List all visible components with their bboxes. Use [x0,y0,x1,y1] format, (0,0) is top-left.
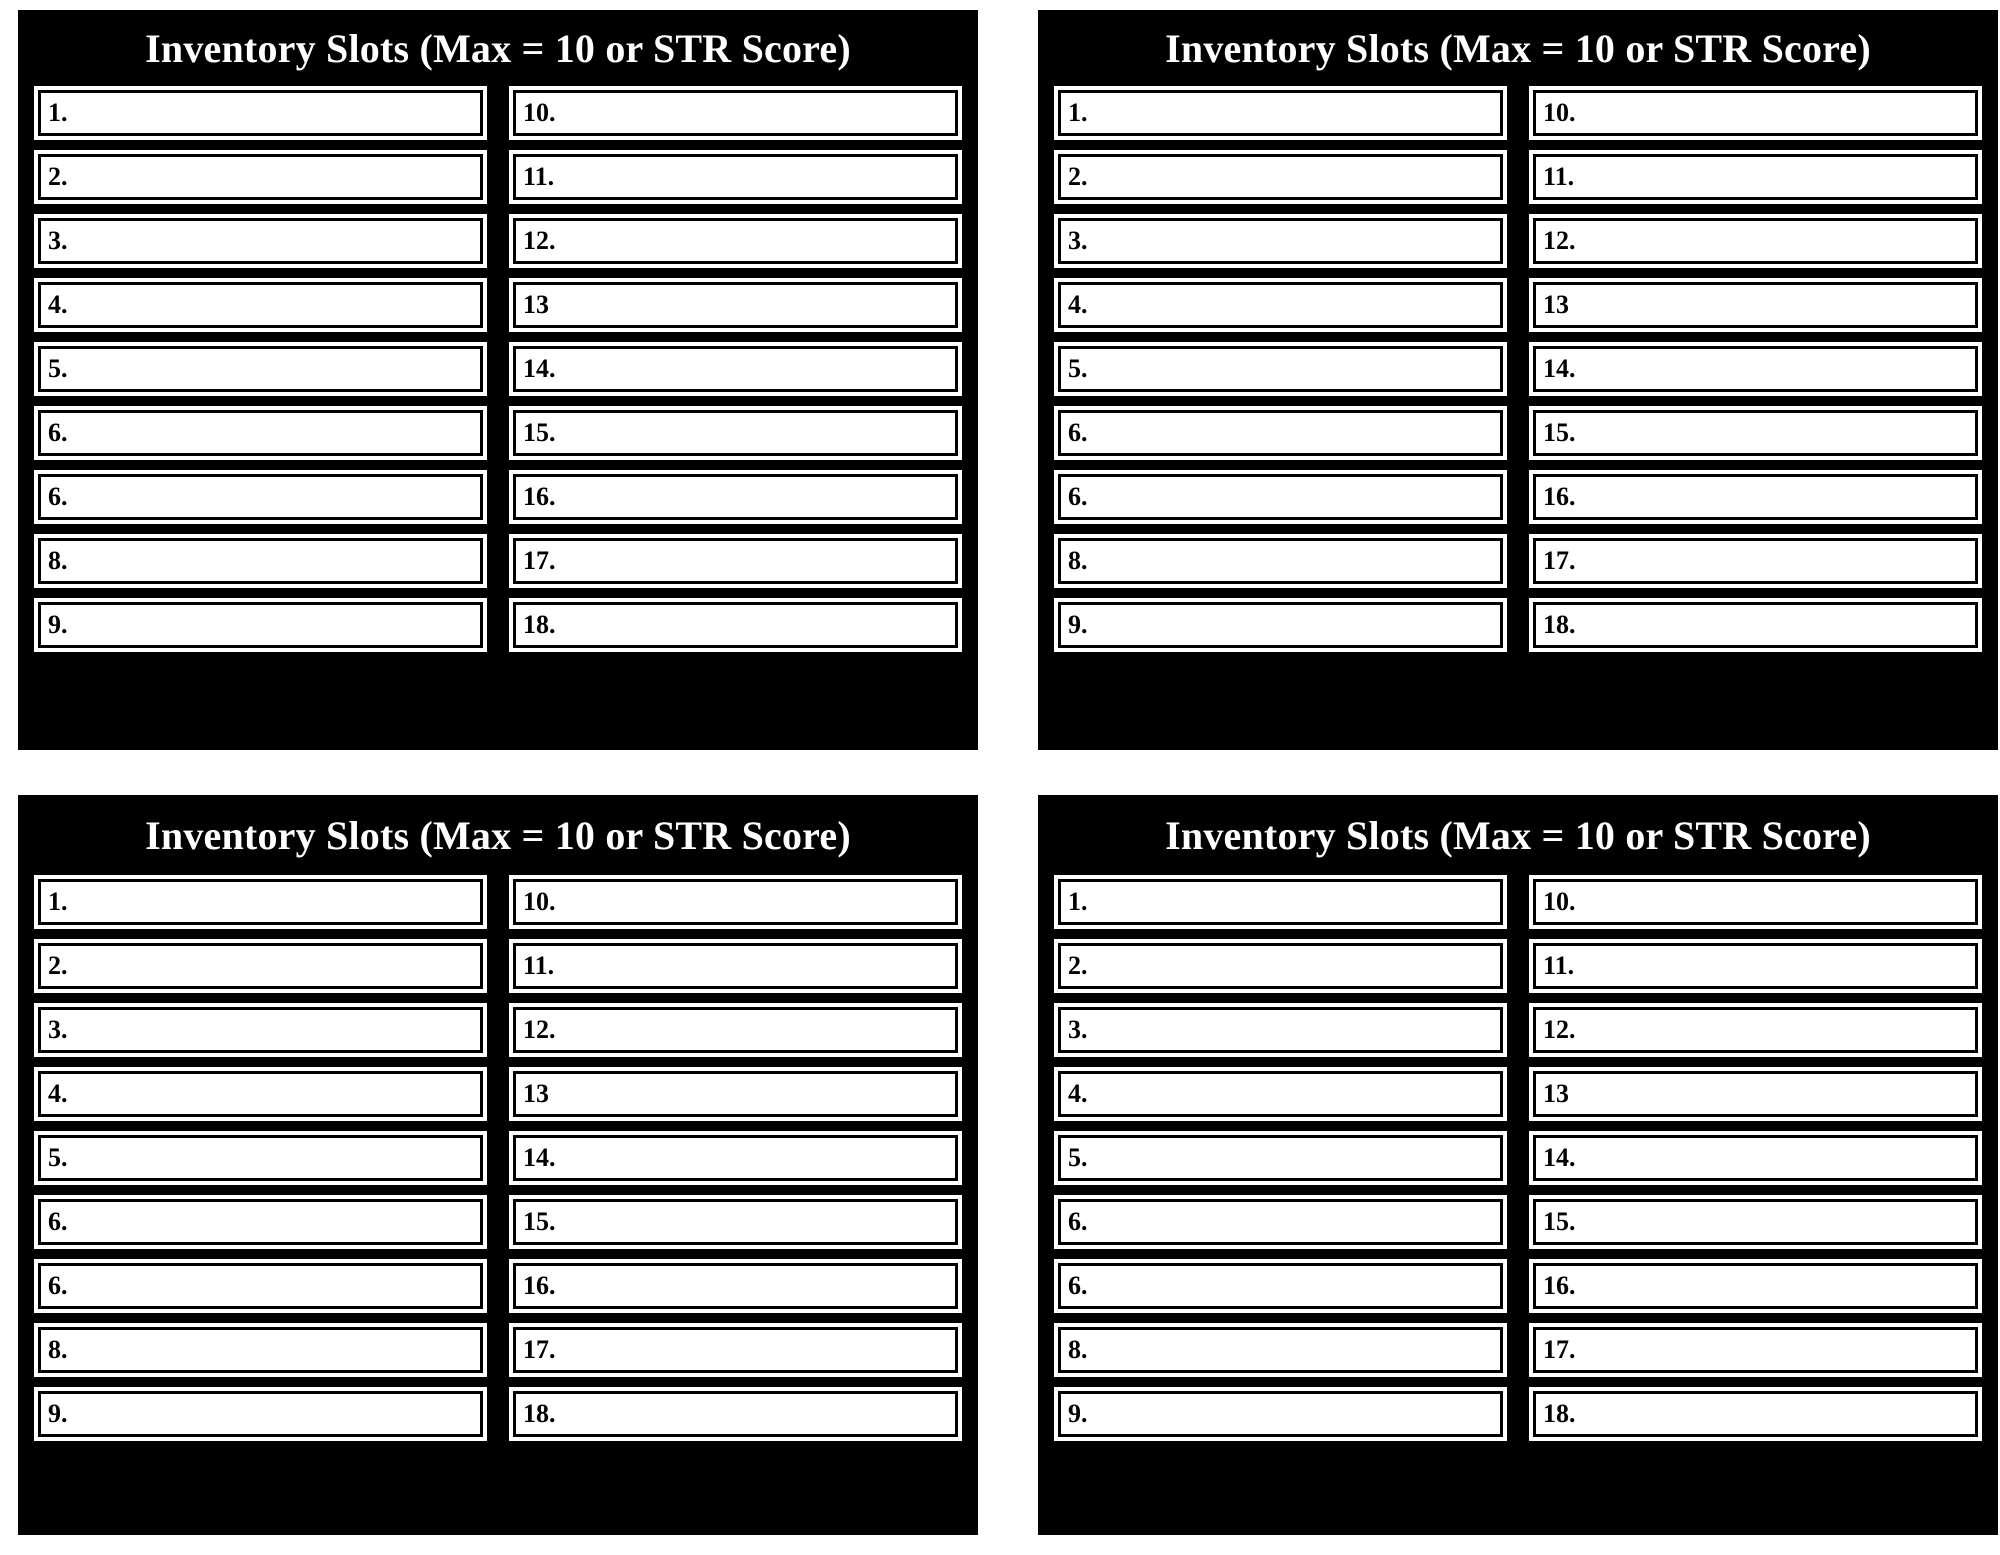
slot-field[interactable] [38,1135,483,1181]
inventory-slot[interactable] [1529,470,1982,524]
slot-field[interactable] [513,282,958,328]
slot-number: 16. [523,1271,556,1300]
inventory-slot[interactable] [509,1323,962,1377]
slot-number: 3. [1068,226,1088,255]
slot-number: 12. [523,226,556,255]
inventory-slot[interactable] [509,1003,962,1057]
card-title: Inventory Slots (Max = 10 or STR Score) [1042,799,1994,875]
slot-field[interactable] [38,218,483,264]
slot-field[interactable] [1533,90,1978,136]
inventory-slot[interactable] [1054,598,1507,652]
inventory-card-bottom-left [18,795,978,1535]
inventory-slot[interactable] [1529,406,1982,460]
inventory-slot[interactable] [509,598,962,652]
slot-number: 5. [1068,1143,1088,1172]
slot-number: 13 [523,1079,549,1108]
slot-field[interactable] [513,538,958,584]
inventory-slot[interactable] [509,470,962,524]
slot-field[interactable] [38,602,483,648]
inventory-slot[interactable] [1054,86,1507,140]
inventory-slot[interactable] [34,939,487,993]
slot-number: 14. [523,1143,556,1172]
slot-field[interactable] [513,1007,958,1053]
slot-field[interactable] [1533,1263,1978,1309]
inventory-slot[interactable] [1054,939,1507,993]
inventory-slot[interactable] [1054,1003,1507,1057]
slot-field[interactable] [1533,602,1978,648]
slot-column-left [34,86,487,736]
slot-field[interactable] [1058,154,1503,200]
slot-field[interactable] [38,154,483,200]
slot-field[interactable] [38,346,483,392]
slot-number: 10. [1543,887,1576,916]
inventory-slot[interactable] [509,86,962,140]
slot-field[interactable] [1058,879,1503,925]
slot-number: 4. [48,290,68,319]
slot-number: 6. [48,482,68,511]
inventory-slot[interactable] [1529,939,1982,993]
slot-field[interactable] [1058,1327,1503,1373]
slot-number: 12. [1543,226,1576,255]
inventory-slot[interactable] [509,214,962,268]
slot-field[interactable] [1533,218,1978,264]
inventory-slot[interactable] [1529,534,1982,588]
slot-field[interactable] [513,1071,958,1117]
slot-field[interactable] [513,1327,958,1373]
slot-number: 6. [1068,482,1088,511]
card-title: Inventory Slots (Max = 10 or STR Score) [22,14,974,86]
inventory-slot[interactable] [509,1387,962,1441]
slot-field[interactable] [1058,346,1503,392]
slot-field[interactable] [38,879,483,925]
slot-field[interactable] [1058,218,1503,264]
inventory-slot[interactable] [1054,150,1507,204]
inventory-slot[interactable] [509,1131,962,1185]
slot-number: 11. [523,162,555,191]
slot-number: 4. [1068,1079,1088,1108]
slot-field[interactable] [1533,1071,1978,1117]
slot-field[interactable] [1058,1135,1503,1181]
slot-number: 14. [1543,1143,1576,1172]
slot-number: 1. [48,98,68,127]
slot-number: 17. [523,1335,556,1364]
inventory-card-bottom-right [1038,795,1998,1535]
slot-field[interactable] [1058,474,1503,520]
slot-field[interactable] [1533,154,1978,200]
slot-field[interactable] [38,1007,483,1053]
slot-field[interactable] [1058,602,1503,648]
slot-number: 1. [1068,98,1088,127]
inventory-slot[interactable] [1054,1067,1507,1121]
inventory-slot[interactable] [1529,598,1982,652]
inventory-slot[interactable] [1529,1003,1982,1057]
slot-number: 16. [1543,482,1576,511]
slot-field[interactable] [1058,282,1503,328]
slot-field[interactable] [1058,943,1503,989]
inventory-slot[interactable] [509,150,962,204]
slot-field[interactable] [1058,1391,1503,1437]
slot-field[interactable] [1058,538,1503,584]
slot-number: 9. [48,1399,68,1428]
inventory-slot[interactable] [34,150,487,204]
inventory-slot[interactable] [1529,1195,1982,1249]
slot-column-right [1529,86,1982,736]
inventory-slot[interactable] [1054,875,1507,929]
slot-field[interactable] [513,218,958,264]
inventory-slot[interactable] [1529,150,1982,204]
inventory-slot[interactable] [34,406,487,460]
slot-number: 3. [48,226,68,255]
slot-number: 9. [1068,610,1088,639]
slot-field[interactable] [38,538,483,584]
slot-number: 6. [1068,1207,1088,1236]
inventory-slot[interactable] [1054,1195,1507,1249]
inventory-slot[interactable] [509,939,962,993]
slot-number: 11. [1543,162,1575,191]
inventory-slot[interactable] [1054,342,1507,396]
slot-field[interactable] [1533,346,1978,392]
inventory-slot[interactable] [509,1067,962,1121]
slot-number: 13 [523,290,549,319]
card-title: Inventory Slots (Max = 10 or STR Score) [1042,14,1994,86]
slot-field[interactable] [38,1199,483,1245]
card-body [22,86,974,746]
inventory-slot[interactable] [509,406,962,460]
slot-field[interactable] [1533,1199,1978,1245]
inventory-slot[interactable] [509,1259,962,1313]
inventory-slot[interactable] [509,342,962,396]
slot-number: 4. [1068,290,1088,319]
slot-number: 2. [48,951,68,980]
slot-number: 17. [1543,546,1576,575]
slot-number: 18. [523,1399,556,1428]
inventory-slot[interactable] [34,1387,487,1441]
slot-number: 10. [1543,98,1576,127]
card-body [22,875,974,1531]
slot-field[interactable] [1058,410,1503,456]
slot-number: 16. [523,482,556,511]
slot-number: 8. [48,1335,68,1364]
slot-number: 8. [1068,1335,1088,1364]
slot-field[interactable] [513,943,958,989]
slot-number: 18. [523,610,556,639]
slot-number: 5. [48,1143,68,1172]
slot-field[interactable] [513,602,958,648]
inventory-slot[interactable] [34,1323,487,1377]
slot-field[interactable] [513,1199,958,1245]
slot-number: 13 [1543,290,1569,319]
inventory-slot[interactable] [1529,1131,1982,1185]
slot-number: 9. [48,610,68,639]
slot-number: 15. [1543,418,1576,447]
slot-number: 2. [1068,162,1088,191]
slot-field[interactable] [1058,1263,1503,1309]
slot-field[interactable] [1533,1007,1978,1053]
slot-field[interactable] [38,1263,483,1309]
slot-number: 14. [1543,354,1576,383]
inventory-slot[interactable] [1054,470,1507,524]
slot-field[interactable] [38,943,483,989]
inventory-slot[interactable] [34,86,487,140]
slot-number: 9. [1068,1399,1088,1428]
inventory-slot[interactable] [1054,1131,1507,1185]
slot-field[interactable] [1533,474,1978,520]
slot-field[interactable] [38,282,483,328]
slot-number: 8. [1068,546,1088,575]
slot-number: 6. [48,418,68,447]
slot-number: 13 [1543,1079,1569,1108]
inventory-slot[interactable] [34,1195,487,1249]
slot-number: 18. [1543,610,1576,639]
slot-field[interactable] [1533,538,1978,584]
inventory-card-top-left [18,10,978,750]
slot-field[interactable] [38,1071,483,1117]
slot-number: 5. [1068,354,1088,383]
slot-field[interactable] [38,1327,483,1373]
slot-number: 18. [1543,1399,1576,1428]
slot-number: 2. [48,162,68,191]
inventory-slot[interactable] [1529,1323,1982,1377]
slot-field[interactable] [38,474,483,520]
inventory-slot[interactable] [34,214,487,268]
slot-number: 5. [48,354,68,383]
slot-number: 6. [48,1207,68,1236]
slot-number: 2. [1068,951,1088,980]
slot-field[interactable] [1533,943,1978,989]
slot-column-right [1529,875,1982,1521]
card-body [1042,86,1994,746]
inventory-slot[interactable] [34,534,487,588]
slot-number: 10. [523,98,556,127]
slot-number: 14. [523,354,556,383]
inventory-slot[interactable] [1529,86,1982,140]
slot-field[interactable] [513,90,958,136]
inventory-slot[interactable] [509,278,962,332]
slot-field[interactable] [1533,1391,1978,1437]
slot-number: 1. [1068,887,1088,916]
slot-number: 8. [48,546,68,575]
slot-number: 6. [48,1271,68,1300]
slot-number: 1. [48,887,68,916]
inventory-slot[interactable] [1054,406,1507,460]
slot-number: 11. [523,951,555,980]
slot-field[interactable] [1533,282,1978,328]
inventory-slot[interactable] [34,1259,487,1313]
slot-field[interactable] [513,1135,958,1181]
slot-column-left [34,875,487,1521]
inventory-slot[interactable] [1529,214,1982,268]
slot-number: 11. [1543,951,1575,980]
slot-column-left [1054,86,1507,736]
slot-field[interactable] [513,1263,958,1309]
slot-field[interactable] [1058,90,1503,136]
slot-number: 4. [48,1079,68,1108]
card-title: Inventory Slots (Max = 10 or STR Score) [22,799,974,875]
slot-number: 15. [523,418,556,447]
inventory-slot[interactable] [1054,278,1507,332]
slot-number: 15. [523,1207,556,1236]
inventory-slot[interactable] [34,342,487,396]
slot-field[interactable] [513,410,958,456]
slot-number: 15. [1543,1207,1576,1236]
inventory-slot[interactable] [34,1003,487,1057]
inventory-slot[interactable] [509,534,962,588]
inventory-slot[interactable] [1054,1387,1507,1441]
inventory-slot[interactable] [34,470,487,524]
inventory-slot[interactable] [1529,278,1982,332]
slot-number: 17. [523,546,556,575]
inventory-slot[interactable] [1529,875,1982,929]
slot-field[interactable] [38,1391,483,1437]
inventory-slot[interactable] [34,1131,487,1185]
slot-field[interactable] [1533,1327,1978,1373]
slot-number: 12. [1543,1015,1576,1044]
slot-field[interactable] [1058,1071,1503,1117]
inventory-slot[interactable] [1529,1067,1982,1121]
slot-field[interactable] [38,90,483,136]
slot-number: 6. [1068,418,1088,447]
inventory-slot[interactable] [1054,214,1507,268]
slot-number: 3. [48,1015,68,1044]
slot-column-left [1054,875,1507,1521]
inventory-slot[interactable] [34,875,487,929]
inventory-slot[interactable] [1529,1259,1982,1313]
card-body [1042,875,1994,1531]
inventory-slot[interactable] [1054,534,1507,588]
slot-number: 6. [1068,1271,1088,1300]
slot-field[interactable] [1533,879,1978,925]
inventory-card-top-right [1038,10,1998,750]
inventory-slot[interactable] [509,1195,962,1249]
inventory-slot[interactable] [1054,1259,1507,1313]
slot-number: 16. [1543,1271,1576,1300]
slot-field[interactable] [513,1391,958,1437]
slot-field[interactable] [1533,410,1978,456]
inventory-slot[interactable] [509,875,962,929]
slot-field[interactable] [513,879,958,925]
inventory-slot[interactable] [1054,1323,1507,1377]
slot-number: 3. [1068,1015,1088,1044]
inventory-slot[interactable] [1529,342,1982,396]
slot-field[interactable] [38,410,483,456]
slot-field[interactable] [1533,1135,1978,1181]
slot-field[interactable] [513,346,958,392]
slot-column-right [509,86,962,736]
slot-field[interactable] [1058,1007,1503,1053]
slot-field[interactable] [513,154,958,200]
slot-field[interactable] [513,474,958,520]
slot-number: 17. [1543,1335,1576,1364]
inventory-slot[interactable] [34,598,487,652]
inventory-slot[interactable] [1529,1387,1982,1441]
inventory-slot[interactable] [34,278,487,332]
slot-number: 10. [523,887,556,916]
slot-field[interactable] [1058,1199,1503,1245]
slot-number: 12. [523,1015,556,1044]
inventory-slot[interactable] [34,1067,487,1121]
slot-column-right [509,875,962,1521]
